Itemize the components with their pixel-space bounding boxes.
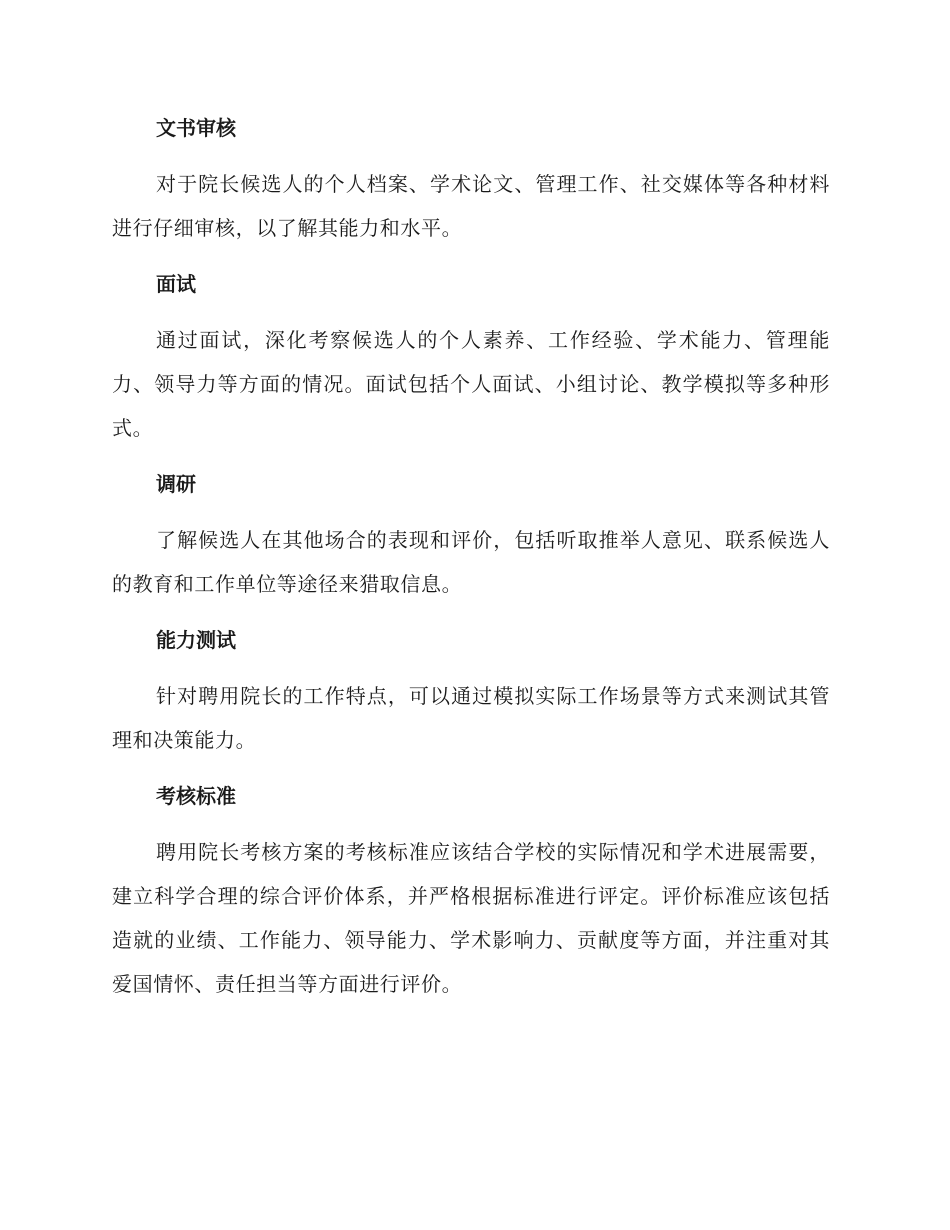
section-title: 文书审核	[156, 116, 236, 140]
document-page	[112, 110, 830, 1006]
section-title: 调研	[156, 472, 196, 496]
section-title: 考核标准	[156, 784, 236, 808]
section-paragraph: 对于院长候选人的个人档案、学术论文、管理工作、社交媒体等各种材料进行仔细审核，以了解其能力和水平。	[112, 172, 830, 240]
section-paragraph: 针对聘用院长的工作特点，可以通过模拟实际工作场景等方式来测试其管理和决策能力。	[112, 684, 830, 752]
section-ability-test	[112, 622, 830, 778]
section-title: 面试	[156, 272, 196, 296]
section-assessment-criteria	[112, 778, 830, 1006]
section-interview	[112, 266, 830, 466]
section-paragraph: 聘用院长考核方案的考核标准应该结合学校的实际情况和学术进展需要，建立科学合理的综合评价体系，并严格根据标准进行评定。评价标准应该包括造就的业绩、工作能力、领导能力、学术影响力、贡献度等方面，并注重对其爱国情怀、责任担当等方面进行评价。	[112, 840, 830, 996]
section-paragraph: 通过面试，深化考察候选人的个人素养、工作经验、学术能力、管理能力、领导力等方面的情况。面试包括个人面试、小组讨论、教学模拟等多种形式。	[112, 328, 830, 440]
section-document-review	[112, 110, 830, 266]
section-title: 能力测试	[156, 628, 236, 652]
section-research	[112, 466, 830, 622]
section-paragraph: 了解候选人在其他场合的表现和评价，包括听取推举人意见、联系候选人的教育和工作单位等途径来猎取信息。	[112, 528, 830, 596]
